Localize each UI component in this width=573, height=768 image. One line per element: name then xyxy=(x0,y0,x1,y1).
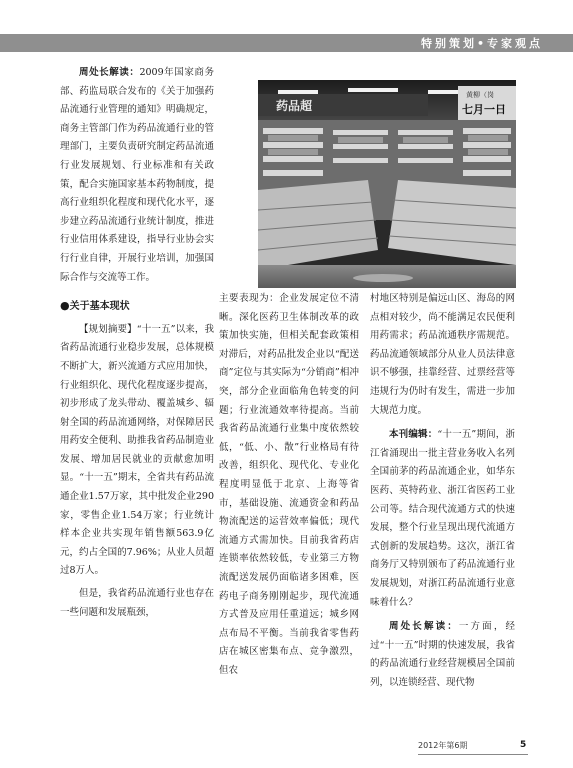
column-3 xyxy=(370,290,515,692)
bullet-icon: ● xyxy=(60,299,70,313)
paragraph: 主要表现为：企业发展定位不清晰。深化医药卫生体制改革的政策加快实施，但相关配套政策相对滞后，对药品批发企业以“配送商”定位与其实际为“分销商”相冲突，部分企业面临角色转变的问题；行业流通效率待提高。当前我省药品流通行业集中度依然较低，“低、小、散”行业格局有待改善，组织化、现代化、专业化程度明显低于北京、上海等省市，基础设施、流通资金和药品物流配送的运营效率偏低；现代流通方式需加快。目前我省药店连锁率依然较低，专业第三方物流配送发展仍面临诸多困难，医药电子商务刚刚起步，现代流通方式普及应用任重道远；城乡网点布局不平衡。当前我省零售药店在城区密集布点、竞争激烈，但农 xyxy=(219,293,359,676)
paragraph xyxy=(370,426,515,612)
speaker-label: 周处长解读： xyxy=(79,67,140,78)
pharmacy-interior-image xyxy=(258,80,516,288)
paragraph xyxy=(370,618,515,692)
speaker-label: 本刊编辑： xyxy=(389,429,438,441)
section-header-title: 特别策划•专家观点 xyxy=(420,37,543,50)
speaker-label: 周处长解读： xyxy=(389,621,459,633)
paragraph-text: 一方面，经过“十一五”时期的快速发展，我省的药品流通行业经营规模居全国前列，以连锁经营、现代物 xyxy=(370,621,515,688)
pharmacy-photo xyxy=(258,80,516,288)
footer-divider xyxy=(418,754,528,755)
issue-label: 2012年第6期 xyxy=(418,741,468,750)
store-sign-right: 七月一日 xyxy=(462,103,506,116)
paragraph: 【规划摘要】“十一五”以来，我省药品流通行业稳步发展，总体规模不断扩大，新兴流通方式应用加快，行业组织化、现代化程度逐步提高，初步形成了龙头带动、覆盖城乡、辐射全国的药品流通网络，对保障居民用药安全便利、助推我省药品制造业发展、增加居民就业的贡献愈加明显。“十一五”期末，全省共有药品流通企业1.57万家，其中批发企业290家，零售企业1.54万家；行业统计样本企业共实现年销售额563.9亿元，约占全国的7.96%；从业人员超过8万人。 xyxy=(60,323,214,577)
column-2 xyxy=(219,290,359,680)
section-heading: ●关于基本现状 xyxy=(60,299,130,313)
paragraph: 村地区特别是偏远山区、海岛的网点相对较少，尚不能满足农民便利用药需求；药品流通秩序需规范。药品流通领域部分从业人员法律意识不够强，挂靠经营、过票经营等违规行为仍时有发生，需进一步加大规范力度。 xyxy=(370,293,515,416)
svg-text:黄柳（岗: 黄柳（岗 xyxy=(466,91,494,99)
paragraph xyxy=(60,64,214,287)
column-1 xyxy=(60,64,214,622)
paragraph: 但是，我省药品流通行业也存在一些问题和发展瓶颈， xyxy=(60,588,214,618)
store-sign-left: 药品超 xyxy=(276,99,313,113)
page-number: 5 xyxy=(520,740,527,750)
paragraph-text: “十一五”期间，浙江省涌现出一批主营业务收入名列全国前茅的药品流通企业，如华东医药、英特药业、浙江省医药工业公司等。结合现代流通方式的快速发展，整个行业呈现出现代流通方式创新的发展趋势。这次，浙江省商务厅又特别颁布了药品流通行业发展规划，对浙江药品流通行业意味着什么？ xyxy=(370,429,515,608)
paragraph-text: 2009年国家商务部、药监局联合发布的《关于加强药品流通行业管理的通知》明确规定，商务主管部门作为药品流通行业的管理部门，主要负责研究制定药品流通行业发展规划、行业标准和有关政策，配合实施国家基本药物制度，提高行业组织化程度和现代化水平，逐步建立药品流通行业统计制度，推进行业信用体系建设，指导行业协会实行行业自律，开展行业培训，加强国际合作与交流等工作。 xyxy=(60,67,214,283)
